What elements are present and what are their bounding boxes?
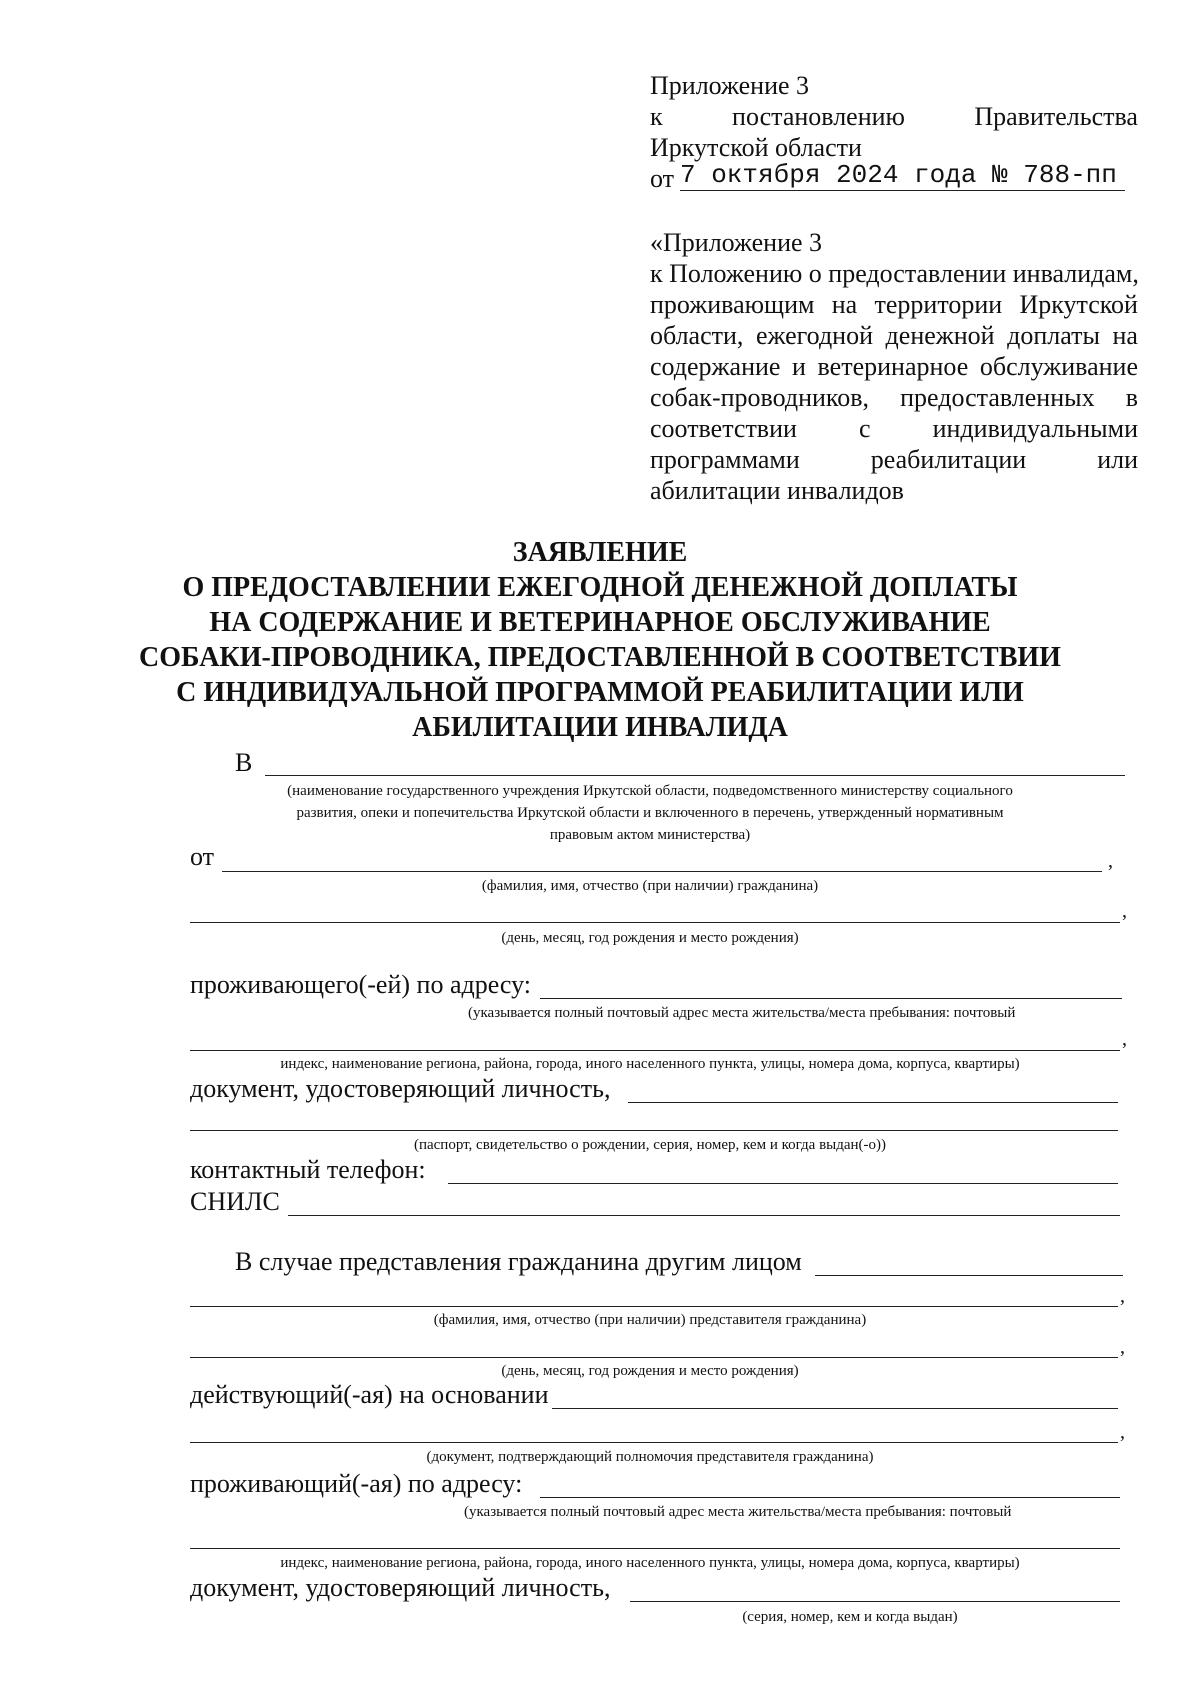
birth-field[interactable] (190, 922, 1120, 923)
regulation-word: реабилитации (870, 445, 1027, 474)
regulation-line (650, 289, 1138, 321)
comma-mark: , (1120, 1421, 1125, 1443)
representative-label: В случае представления гражданина другим лицом (235, 1247, 802, 1276)
address-label: проживающего(-ей) по адресу: (190, 970, 531, 999)
regulation-word: обслуживание (979, 352, 1138, 381)
regulation-word: проживающим (650, 290, 815, 319)
regulation-word: в (1125, 383, 1138, 412)
id-doc-field-1[interactable] (628, 1102, 1118, 1103)
representative-address-field-1[interactable] (540, 1497, 1120, 1498)
regulation-word: денежной (885, 321, 995, 350)
basis-note: (документ, подтверждающий полномочия представителя гражданина) (426, 1449, 874, 1465)
birth-note: (день, месяц, год рождения и место рождения) (501, 930, 799, 946)
title-line: С ИНДИВИДУАЛЬНОЙ ПРОГРАММОЙ РЕАБИЛИТАЦИИ ИЛИ (176, 677, 1024, 708)
representative-address-note-1: (указывается полный почтовый адрес места жительства/места пребывания: почтовый (464, 1504, 1012, 1520)
appendix-region: Иркутской области (650, 133, 862, 162)
regulation-last-line: абилитации инвалидов (650, 476, 904, 505)
from-label: от (190, 842, 215, 871)
comma-mark: , (1120, 1336, 1125, 1358)
regulation-line (650, 258, 1138, 290)
regulation-word: ветеринарное (817, 352, 969, 381)
regulation-line (650, 382, 1138, 414)
title-line: НА СОДЕРЖАНИЕ И ВЕТЕРИНАРНОЕ ОБСЛУЖИВАНИЕ (209, 607, 991, 638)
from-name-field[interactable] (222, 871, 1102, 872)
regulation-line (650, 444, 1138, 476)
phone-label: контактный телефон: (190, 1155, 426, 1184)
regulation-line (650, 351, 1138, 383)
representative-birth-note: (день, месяц, год рождения и место рождения) (501, 1363, 799, 1379)
title-line: ЗАЯВЛЕНИЕ (512, 537, 688, 568)
appendix-ref-line (650, 101, 1138, 133)
comma-mark: , (1120, 1285, 1125, 1307)
regulation-appendix-number: «Приложение 3 (650, 228, 823, 257)
to-field[interactable] (265, 775, 1125, 776)
appendix-ref-word: Правительства (974, 102, 1138, 131)
comma-mark: , (1122, 900, 1127, 922)
representative-address-label: проживающий(-ая) по адресу: (190, 1469, 523, 1498)
address-field-1[interactable] (540, 998, 1122, 999)
regulation-word: доплаты (1007, 321, 1100, 350)
appendix-date-prefix: от (650, 164, 675, 193)
to-note-line: развития, опеки и попечительства Иркутской области и включенного в перечень, утвержденный нормативным (296, 805, 1004, 821)
representative-name-field[interactable] (190, 1306, 1118, 1307)
appendix-ref-word: постановлению (732, 102, 905, 131)
id-doc-label: документ, удостоверяющий личность, (190, 1074, 611, 1103)
snils-field[interactable] (288, 1215, 1120, 1216)
regulation-word: программами (650, 445, 800, 474)
id-doc-note: (паспорт, свидетельство о рождении, серия, номер, кем и когда выдан(-о)) (413, 1137, 887, 1153)
phone-field[interactable] (448, 1183, 1118, 1184)
from-name-note: (фамилия, имя, отчество (при наличии) гражданина) (481, 878, 819, 894)
representative-id-note: (серия, номер, кем и когда выдан) (742, 1609, 958, 1625)
comma-mark: , (1108, 850, 1113, 872)
regulation-word: области, (650, 321, 744, 350)
regulation-line (650, 413, 1138, 445)
basis-field-1[interactable] (552, 1408, 1118, 1409)
representative-id-field[interactable] (630, 1601, 1120, 1602)
regulation-word: с (858, 414, 871, 443)
title-line: СОБАКИ-ПРОВОДНИКА, ПРЕДОСТАВЛЕННОЙ В СООТВЕТСТВИИ (139, 642, 1061, 673)
regulation-word: на (1112, 321, 1138, 350)
regulation-word: или (1097, 445, 1138, 474)
representative-id-label: документ, удостоверяющий личность, (190, 1573, 611, 1602)
regulation-word: ежегодной (755, 321, 873, 350)
regulation-word: индивидуальными (932, 414, 1138, 443)
date-underline (680, 190, 1125, 191)
address-note-2: индекс, наименование региона, района, города, иного населенного пункта, улицы, номера дома, корпуса, квартиры) (280, 1056, 1020, 1072)
regulation-word: на (831, 290, 858, 319)
representative-field-1[interactable] (815, 1275, 1123, 1276)
regulation-word: к Положению о предоставлении инвалидам, (650, 259, 1139, 288)
regulation-word: Иркутской (1019, 290, 1138, 319)
title-line: О ПРЕДОСТАВЛЕНИИ ЕЖЕГОДНОЙ ДЕНЕЖНОЙ ДОПЛАТЫ (182, 572, 1018, 603)
appendix-date-value: 7 октября 2024 года № 788-пп (680, 160, 1117, 190)
representative-address-note-2: индекс, наименование региона, района, города, иного населенного пункта, улицы, номера дома, корпуса, квартиры) (280, 1555, 1020, 1571)
representative-birth-field[interactable] (190, 1357, 1118, 1358)
to-note-line: (наименование государственного учреждения Иркутской области, подведомственного министерству социального (287, 783, 1013, 799)
to-note-line: правовым актом министерства) (549, 827, 751, 843)
comma-mark: , (1122, 1028, 1127, 1050)
title-line: АБИЛИТАЦИИ ИНВАЛИДА (412, 712, 788, 743)
address-note-1: (указывается полный почтовый адрес места жительства/места пребывания: почтовый (468, 1005, 1016, 1021)
regulation-word: и (792, 352, 806, 381)
snils-label: СНИЛС (190, 1187, 280, 1216)
representative-address-field-2[interactable] (190, 1548, 1120, 1549)
regulation-word: соответствии (650, 414, 797, 443)
regulation-line (650, 320, 1138, 352)
regulation-word: собак-проводников, (650, 383, 870, 412)
representative-name-note: (фамилия, имя, отчество (при наличии) представителя гражданина) (433, 1312, 867, 1328)
basis-field-2[interactable] (190, 1442, 1118, 1443)
regulation-word: предоставленных (900, 383, 1095, 412)
basis-label: действующий(-ая) на основании (190, 1380, 549, 1409)
regulation-word: содержание (650, 352, 781, 381)
address-field-2[interactable] (190, 1050, 1120, 1051)
to-label: В (235, 748, 253, 777)
id-doc-field-2[interactable] (190, 1130, 1118, 1131)
appendix-number: Приложение 3 (650, 71, 810, 100)
appendix-ref-word: к (650, 102, 663, 131)
regulation-word: территории (874, 290, 1003, 319)
